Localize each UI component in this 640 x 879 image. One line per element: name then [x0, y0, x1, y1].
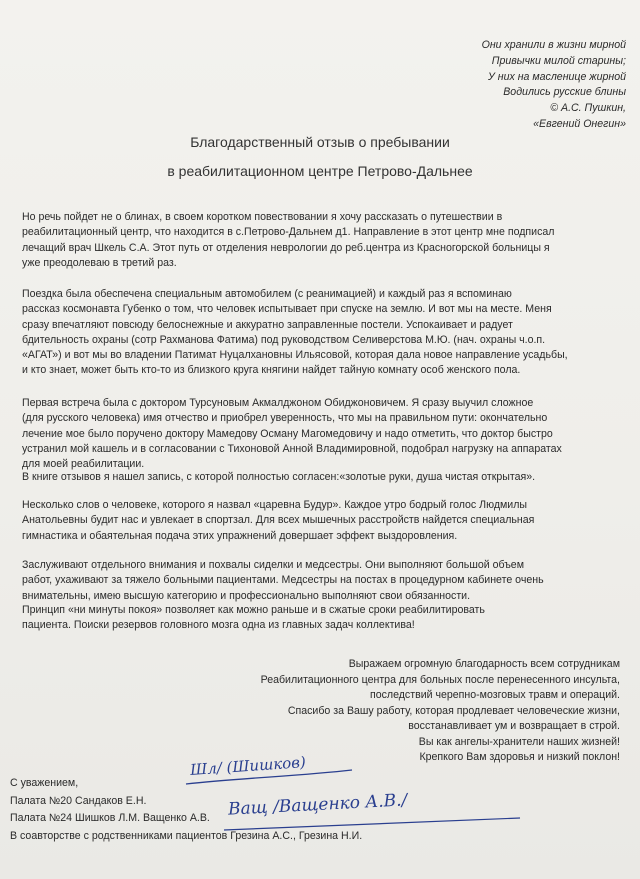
gratitude-line: восстанавливает ум и возвращает в строй.	[408, 720, 620, 732]
signature-stroke	[224, 818, 520, 830]
paragraph-line: пациента. Поиски резервов головного мозга одна из главных задач коллектива!	[22, 619, 415, 632]
paragraph-line: (для русского человека) имя отчество и приобрел уверенность, что мы на правильном пути: окончательно	[22, 412, 548, 425]
paragraph-line: В книге отзывов я нашел запись, с которой полностью согласен:«золотые руки, душа чистая открытая».	[22, 471, 536, 483]
paragraph-line: «АГАТ») и вот мы во владении Патимат Нуцалхановны Ильясовой, которая дала новое направление усадьбы,	[22, 349, 568, 362]
signoff-line-ward-20: Палата №20 Сандаков Е.Н.	[10, 794, 147, 807]
paragraph-line: и кто знает, может быть кто-то из близкого круга княгини найдет тайную комнату особ женского пола.	[22, 364, 521, 377]
signoff-line-coauthors: В соавторстве с родственниками пациентов Грезина А.С., Грезина Н.И.	[10, 829, 363, 842]
paragraph-line: гимнастика и обаятельная подача этих упражнений довершает эффект выздоровления.	[22, 529, 458, 542]
epigraph-source: «Евгений Онегин»	[533, 117, 626, 130]
signoff-line-ward-24: Палата №24 Шишков Л.М. Ващенко А.В.	[10, 812, 210, 824]
paragraph-line: реабилитационный центр, что находится в с.Петрово-Дальнем д1. Направление в этот центр мне подписал	[22, 226, 555, 239]
paragraph-line: для моей реабилитации.	[22, 458, 145, 471]
letter-title-line-1: Благодарственный отзыв о пребывании	[190, 134, 450, 150]
letter-title-line-2: в реабилитационном центре Петрово-Дальнее	[167, 163, 473, 179]
gratitude-line: Спасибо за Вашу работу, которая продлевает человеческие жизни,	[287, 704, 620, 717]
epigraph-attribution: © А.С. Пушкин,	[550, 102, 626, 115]
paragraph-line: лечащий врач Шкель С.А. Этот путь от отделения неврологии до реб.центра из Красногорской больницы я	[22, 241, 550, 254]
gratitude-line: Вы как ангелы-хранители наших жизней!	[418, 735, 620, 748]
paragraph-line: Но речь пойдет не о блинах, в своем коротком повествовании я хочу рассказать о путешествии в	[22, 211, 503, 223]
paragraph-line: Анатольевны будит нас и увлекает в спортзал. Для всех мышечных расстройств найдется специальная	[22, 514, 535, 527]
paragraph-line: лечение мое было поручено доктору Мамедову Осману Магомедовичу и надо отметить, что доктор быстро	[22, 427, 553, 440]
epigraph-line: Привычки милой старины;	[491, 54, 626, 67]
handwritten-signature-vashchenko: Ващ /Ващенко А.В./	[227, 790, 408, 820]
paragraph-line: внимательны, имею высшую категорию и профессионально выполняют свои обязанности.	[22, 589, 471, 602]
signoff-greeting: С уважением,	[10, 777, 79, 789]
paragraph-line: Заслуживают отдельного внимания и похвалы сиделки и медсестры. Они выполняют большой объем	[22, 559, 524, 571]
gratitude-line: Крепкого Вам здоровья и низкий поклон!	[419, 751, 620, 763]
paragraph-line: Поездка была обеспечена специальным автомобилем (с реанимацией) и каждый раз я вспоминаю	[22, 288, 512, 300]
paragraph-line: Первая встреча была с доктором Турсуновым Акмалджоном Обиджоновичем. Я сразу выучил сложное	[22, 397, 534, 409]
epigraph-line: Они хранили в жизни мирной	[481, 39, 626, 51]
gratitude-line: Реабилитационного центра для больных после перенесенного инсульта,	[260, 673, 620, 686]
epigraph-line: У них на масленице жирной	[488, 70, 626, 83]
paragraph-line: сразу впечатляют повсюду белоснежные и аккуратно заправленные постели. Успокаивает и радует	[22, 318, 513, 331]
paragraph-line: устранил мой кашель и в согласовании с Тихоновой Анной Владимировной, подобрал нагрузку на аппаратах	[22, 442, 562, 455]
paragraph-line: бдительность охраны (сотр Рахманова Фатима) под руководством Селиверстова М.Ю. (нач. охраны ч.о.п.	[22, 333, 546, 346]
paragraph-line: уже преодолеваю в третий раз.	[22, 256, 177, 269]
gratitude-line: последствий черепно-мозговых травм и операций.	[369, 689, 620, 701]
paragraph-line: рассказ космонавта Губенко о том, что человек испытывает при спуске на землю. И вот мы на месте. Меня	[22, 303, 552, 316]
signature-stroke	[186, 770, 352, 784]
paragraph-line: Принцип «ни минуты покоя» позволяет как можно раньше и в сжатые сроки реабилитировать	[22, 604, 485, 616]
paragraph-line: работ, ухаживают за тяжело больными пациентами. Медсестры на постах в процедурном кабинете очень	[22, 574, 544, 587]
epigraph-line: Водились русские блины	[503, 86, 626, 99]
handwritten-signature-shishkov: Шл/ (Шишков)	[189, 752, 307, 780]
paragraph-line: Несколько слов о человеке, которого я назвал «царевна Будур». Каждое утро бодрый голос Людмилы	[22, 499, 528, 511]
gratitude-line: Выражаем огромную благодарность всем сотрудникам	[348, 658, 620, 670]
